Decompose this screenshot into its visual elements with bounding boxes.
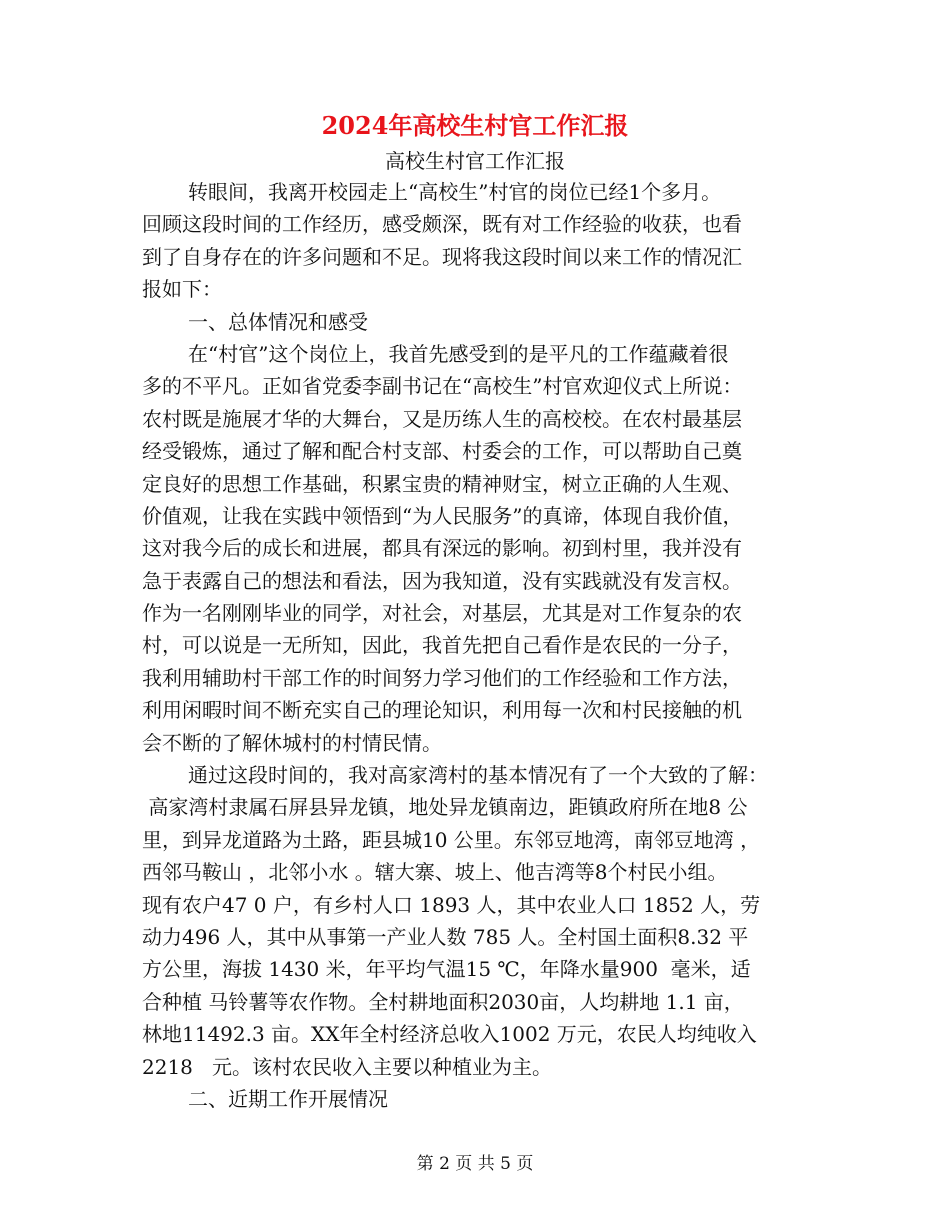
section-heading: 一、总体情况和感受: [188, 309, 368, 334]
paragraph-line: 作为一名刚刚毕业的同学，对社会，对基层，尤其是对工作复杂的农: [142, 601, 742, 626]
paragraph-line: 2218 元。该村农民收入主要以种植业为主。: [142, 1054, 552, 1079]
paragraph-line: 村，可以说是一无所知，因此，我首先把自己看作是农民的一分子，: [142, 633, 742, 658]
paragraph-line: 合种植 马铃薯等农作物。全村耕地面积2030亩，人均耕地 1.1 亩，: [142, 989, 744, 1014]
paragraph-line: 到了自身存在的许多问题和不足。现将我这段时间以来工作的情况汇: [142, 244, 742, 269]
paragraph-line: 利用闲暇时间不断充实自己的理论知识，利用每一次和村民接触的机: [142, 698, 742, 723]
paragraph-line: 这对我今后的成长和进展，都具有深远的影响。初到村里，我并没有: [142, 536, 742, 561]
paragraph-line: 方公里，海拔 1430 米，年平均气温15 ℃，年降水量900 毫米，适: [142, 957, 751, 982]
paragraph-line: 里，到异龙道路为土路，距县城10 公里。东邻豆地湾，南邻豆地湾 ，: [142, 827, 761, 852]
document-subtitle: 高校生村官工作汇报: [385, 149, 565, 173]
paragraph-line: 通过这段时间的，我对高家湾村的基本情况有了一个大致的了解：: [188, 763, 768, 788]
paragraph-line: 报如下：: [142, 277, 222, 302]
paragraph-line: 急于表露自己的想法和看法，因为我知道，没有实践就没有发言权。: [142, 568, 742, 593]
document-body: [142, 176, 806, 1115]
paragraph-line: 动力496 人，其中从事第一产业人数 785 人。全村国土面积8.32 平: [142, 924, 749, 949]
section-heading: 二、近期工作开展情况: [188, 1086, 388, 1111]
paragraph-line: 现有农户47 0 户，有乡村人口 1893 人，其中农业人口 1852 人，劳: [142, 892, 761, 917]
paragraph-line: 在“村官”这个岗位上，我首先感受到的是平凡的工作蕴藏着很: [188, 341, 729, 366]
paragraph-line: 定良好的思想工作基础，积累宝贵的精神财宝，树立正确的人生观、: [142, 471, 742, 496]
paragraph-line: 西邻马鞍山 ，北邻小水 。辖大寨、坡上、他吉湾等8个村民小组。: [142, 860, 728, 885]
paragraph-line: 经受锻炼，通过了解和配合村支部、村委会的工作，可以帮助自己奠: [142, 439, 742, 464]
paragraph-line: 林地11492.3 亩。XX年全村经济总收入1002 万元，农民人均纯收入: [142, 1022, 757, 1047]
paragraph-line: 价值观，让我在实践中领悟到“为人民服务”的真谛，体现自我价值，: [142, 503, 743, 528]
paragraph-line: 回顾这段时间的工作经历，感受颇深，既有对工作经验的收获，也看: [142, 212, 742, 237]
paragraph-line: 会不断的了解休城村的村情民情。: [142, 730, 442, 755]
paragraph-line: 多的不平凡。正如省党委李副书记在“高校生”村官欢迎仪式上所说：: [142, 374, 743, 399]
paragraph-line: 我利用辅助村干部工作的时间努力学习他们的工作经验和工作方法，: [142, 665, 742, 690]
document-title: 2024年高校生村官工作汇报: [321, 111, 629, 140]
paragraph-line: 转眼间，我离开校园走上“高校生”村官的岗位已经1个多月。: [188, 180, 722, 204]
paragraph-line: 农村既是施展才华的大舞台，又是历练人生的高校校。在农村最基层: [142, 406, 742, 431]
page-number: 第 2 页 共 5 页: [416, 1154, 534, 1174]
paragraph-line: 高家湾村隶属石屏县异龙镇，地处异龙镇南边，距镇政府所在地8 公: [142, 795, 748, 820]
